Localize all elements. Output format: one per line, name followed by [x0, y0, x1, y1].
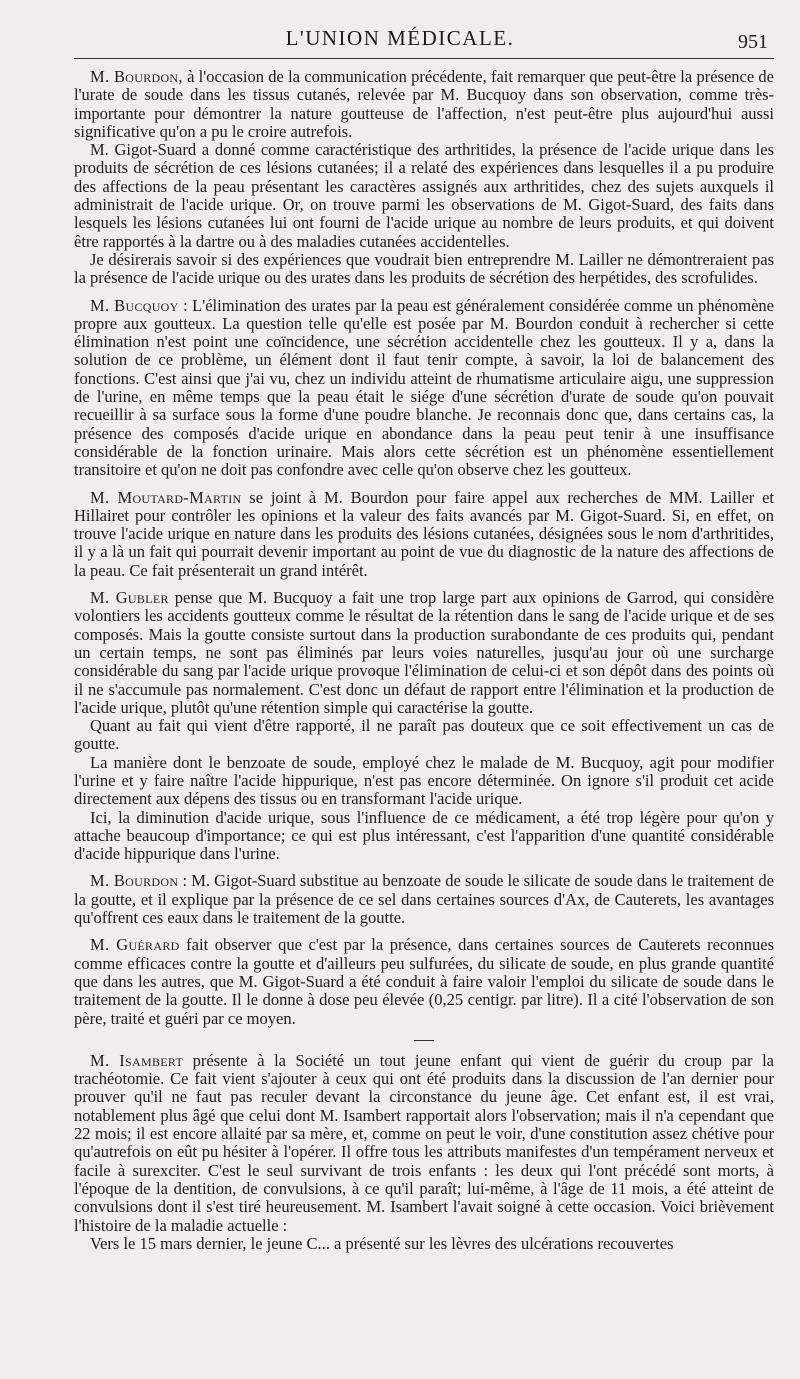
paragraph-text: à l'occasion de la communication précédente, fait remarquer que peut-être la présence de l'urate de soude dans les tissus cutanés, relevée par M. Bucquoy dans son observation, comme très-importante pour démontrer la nature goutteuse de l'affection, n'est peut-être plus aujourd'hui aussi significative qu'on a pu le croire autrefois. [74, 67, 774, 141]
speaker-name: M. Guérard [90, 935, 180, 955]
paragraph-text: La manière dont le benzoate de soude, employé chez le malade de M. Bucquoy, agit pour modifier l'urine et y faire naître l'acide hippurique, n'est pas encore déterminée. On ignore s'il produit cet acide directement aux dépens des tissus ou en transformant l'acide urique. [74, 752, 774, 809]
page-number: 951 [738, 31, 768, 53]
paragraph-gigot-suard [74, 141, 774, 251]
paragraph-text: fait observer que c'est par la présence, dans certaines sources de Cauterets reconnues comme efficaces contre la goutte et d'ailleurs peu sulfurées, du silicate de soude, en plus grande quantité que dans les autres, que M. Gigot-Suard a été conduit à faire valoir l'emploi du silicate de soude dans le traitement de la goutte. Il le donne à dose peu élevée (0,25 centigr. par litre). Il a cité l'observation de son père, traité et guéri par ce moyen. [74, 935, 774, 1028]
speaker-name: M. Bourdon [90, 871, 179, 891]
paragraph-guerard [74, 936, 774, 1027]
speaker-name: M. Isambert [90, 1050, 184, 1070]
speaker-name: M. Bucquoy [90, 295, 179, 315]
paragraph-isambert [74, 1052, 774, 1235]
article-body [74, 68, 774, 1253]
paragraph-moutard-martin [74, 489, 774, 580]
page-header [0, 26, 800, 56]
running-title: L'UNION MÉDICALE. [285, 26, 515, 50]
paragraph-bourdon-1 [74, 68, 774, 141]
paragraph-gubler [74, 589, 774, 717]
paragraph-text: Je désirerais savoir si des expériences que voudrait bien entreprendre M. Lailler ne démontreraient pas la présence de l'acide urique ou des urates dans les produits de sécrétion des herpétides, des scrofulides. [74, 249, 774, 288]
paragraph-text: Vers le 15 mars dernier, le jeune C... a présenté sur les lèvres des ulcérations recouvertes [90, 1233, 674, 1253]
section-divider [74, 1034, 774, 1044]
paragraph-diminution [74, 809, 774, 864]
paragraph-text: présente à la Société un tout jeune enfant qui vient de guérir du croup par la trachéotomie. Ce fait vient s'ajouter à ceux qui ont été produits dans la discussion de l'an dernier pour prouver qu'il ne faut pas reculer devant la circonstance du jeune âge. Cet enfant est, il est vrai, notablement plus âgé que celui dont M. Isambert rapportait alors l'observation; mais il n'a cependant que 22 mois; il est encore allaité par sa mère, et, comme on peut le voir, d'une constitution assez chétive pour qu'autrefois on eût pu hésiter à l'opérer. Il offre tous les attributs manifestes d'un tempérament nerveux et facile à surexciter. C'est le seul survivant de trois enfants : les deux qui l'ont précédé sont morts, à l'époque de la dentition, de convulsions, à ce qu'il paraît; lui-même, à l'âge de 11 mois, a été atteint de convulsions dont il s'est tiré heureusement. M. Isambert l'avait soigné à cette occasion. Voici brièvement l'histoire de la maladie actuelle : [74, 1050, 774, 1235]
paragraph-bourdon-2 [74, 872, 774, 927]
speaker-name: M. Moutard-Martin [90, 487, 242, 507]
speaker-name: M. Gubler [90, 588, 169, 608]
paragraph-bucquoy [74, 297, 774, 480]
paragraph-case-history [74, 1235, 774, 1253]
paragraph-text: M. Gigot-Suard a donné comme caractéristique des arthritides, la présence de l'acide urique dans les produits de sécrétion de ces lésions cutanées; il a relaté des expériences dans lesquelles il a pu produire des affections de la peau présentant les caractères assignés aux arthritides, chez des sujets auxquels il administrait de l'acide urique. Or, on trouve parmi les observations de M. Gigot-Suard, des faits dans lesquels les lésions cutanées lui ont fourni de l'acide urique au nombre de leurs produits, et qui doivent être rapportés à la dartre ou à des maladies cutanées accidentelles. [74, 140, 774, 251]
paragraph-text: Ici, la diminution d'acide urique, sous l'influence de ce médicament, a été trop légère pour qu'on y attache beaucoup d'importance; ce qui est plus intéressant, c'est l'apparition d'une quantité considérable d'acide hippurique dans l'urine. [74, 807, 774, 864]
paragraph-goutte-case [74, 717, 774, 754]
paragraph-benzoate [74, 754, 774, 809]
paragraph-text: Quant au fait qui vient d'être rapporté, il ne paraît pas douteux que ce soit effectivement un cas de goutte. [74, 716, 774, 754]
speaker-name: M. Bourdon, [90, 67, 183, 86]
paragraph-lailler-request [74, 251, 774, 288]
paragraph-text: se joint à M. Bourdon pour faire appel aux recherches de MM. Lailler et Hillairet pour contrôler les opinions et la valeur des faits avancés par M. Gigot-Suard. Si, en effet, on trouve l'acide urique en nature dans les produits des lésions cutanées, désignées sous le nom d'arthritides, il y a là un fait qui pourrait devenir important au point de vue du diagnostic de la nature des affections de la peau. Ce fait présenterait un grand intérêt. [74, 487, 774, 580]
header-rule [74, 58, 774, 59]
paragraph-text: : L'élimination des urates par la peau est généralement considérée comme un phénomène propre aux goutteux. La question telle qu'elle est posée par M. Bourdon conduit à rechercher si cette élimination n'est point une coïncidence, une sécrétion accidentelle chez les goutteux. Il y a, dans la solution de ce problème, un élément dont il faut tenir compte, à savoir, la loi de balancement des fonctions. C'est ainsi que j'ai vu, chez un individu atteint de rhumatisme articulaire aigu, une suppression de l'urine, en même temps que la peau était le siége d'une sécrétion d'urate de soude qu'on pouvait recueillir à sa surface sous la forme d'une poudre blanche. Je reconnais donc que, dans certains cas, la présence des composés d'acide urique en abondance dans la peau peut tenir à une insuffisance considérable de la fonction urinaire. Mais alors cette sécrétion est un phénomène essentiellement transitoire et qu'on ne doit pas confondre avec celle qu'on observe chez les goutteux. [74, 295, 774, 480]
paragraph-text: pense que M. Bucquoy a fait une trop large part aux opinions de Garrod, qui considère volontiers les accidents goutteux comme le résultat de la rétention dans le sang de l'acide urique et de ses composés. Mais la goutte consiste surtout dans la production surabondante de ces produits qui, pendant un certain temps, ne sont pas éliminés par leurs voies naturelles, jusqu'au jour où une surcharge considérable du sang par l'acide urique provoque l'élimination de celui-ci et son dépôt dans des points où il ne s'accumule pas normalement. C'est donc un défaut de rapport entre l'élimination et la production de l'acide urique, plutôt qu'une rétention simple qui caractérise la goutte. [74, 588, 774, 717]
paragraph-text: : M. Gigot-Suard substitue au benzoate de soude le silicate de soude dans le traitement de la goutte, et il explique par la présence de ce sel dans certaines sources d'Ax, de Cauterets, les avantages qu'offrent ces eaux dans le traitement de la goutte. [74, 871, 774, 928]
